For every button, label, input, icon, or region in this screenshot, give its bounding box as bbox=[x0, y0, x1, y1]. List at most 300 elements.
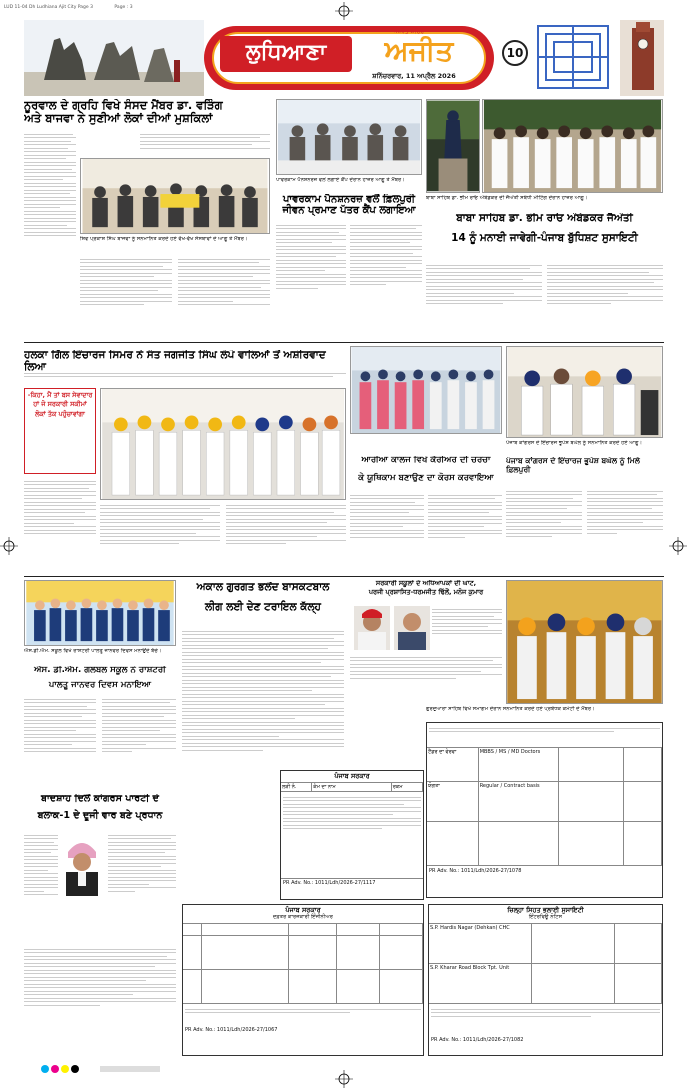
text-line bbox=[178, 287, 261, 288]
text-line bbox=[24, 994, 133, 995]
text-line bbox=[226, 515, 346, 516]
text-line bbox=[24, 966, 155, 967]
text-line bbox=[428, 533, 502, 534]
text-line bbox=[24, 204, 76, 205]
text-line bbox=[182, 683, 344, 684]
text-line bbox=[276, 242, 332, 243]
printline-right: Page : 3 bbox=[114, 5, 133, 10]
text-line bbox=[24, 859, 58, 860]
text-line bbox=[24, 751, 96, 752]
text-line bbox=[182, 718, 295, 719]
text-line bbox=[80, 273, 172, 274]
text-line bbox=[276, 263, 346, 264]
text-line bbox=[24, 225, 67, 226]
ad4-footer: PR Adv. No.: 1011/Ldh/2026-27/1082 bbox=[431, 1037, 524, 1044]
text-line bbox=[350, 495, 424, 496]
text-line bbox=[24, 980, 146, 981]
text-line bbox=[24, 744, 72, 745]
divider-middle bbox=[24, 576, 664, 577]
text-line bbox=[108, 877, 176, 878]
text-line bbox=[102, 744, 146, 745]
text-line bbox=[547, 303, 611, 304]
ad4-row2-label: S.P. Kharar Road Block Tpt. Unit bbox=[429, 964, 532, 1004]
text-line bbox=[24, 956, 167, 957]
text-line bbox=[24, 734, 96, 735]
text-line bbox=[102, 699, 176, 700]
text-line bbox=[182, 638, 334, 639]
text-line bbox=[80, 262, 172, 263]
text-line bbox=[426, 275, 542, 276]
text-line bbox=[276, 277, 346, 278]
text-line bbox=[182, 648, 328, 649]
ad2-subtitle: ਦਫ਼ਤਰ ਕਾਰਜਕਾਰੀ ਇੰਜੀਨੀਅਰ bbox=[272, 914, 334, 921]
story6-body-col1 bbox=[506, 488, 582, 572]
text-line bbox=[276, 284, 346, 285]
ad2-row bbox=[183, 970, 423, 1004]
story1-body-col2 bbox=[140, 131, 270, 159]
text-line bbox=[182, 673, 344, 674]
text-line bbox=[102, 713, 176, 714]
text-line bbox=[276, 256, 336, 257]
text-line bbox=[547, 300, 663, 301]
text-line bbox=[140, 148, 270, 149]
story3-photo-group bbox=[482, 99, 663, 193]
ad2-notice bbox=[182, 904, 424, 1056]
text-line bbox=[506, 491, 582, 492]
text-line bbox=[350, 509, 424, 510]
text-line bbox=[276, 228, 346, 229]
text-line bbox=[350, 232, 422, 233]
text-line bbox=[24, 186, 76, 187]
ad2-footer: PR Adv. No.: 1011/Ldh/2026-27/1067 bbox=[185, 1027, 278, 1034]
text-line bbox=[108, 835, 176, 836]
text-line bbox=[178, 262, 259, 263]
ad2-cell bbox=[337, 936, 380, 970]
text-line bbox=[102, 723, 176, 724]
text-line bbox=[428, 523, 502, 524]
ad4-row1-label: S.P. Hardis Nagar (Dehkan) CHC bbox=[429, 924, 532, 964]
text-line bbox=[182, 669, 344, 670]
text-line bbox=[178, 273, 270, 274]
ad4-row2-extra bbox=[615, 964, 662, 1004]
text-line bbox=[226, 533, 346, 534]
text-line bbox=[100, 529, 220, 530]
text-line bbox=[506, 526, 582, 527]
ad2-cell bbox=[183, 970, 202, 1004]
text-line bbox=[432, 630, 502, 631]
text-line bbox=[276, 253, 346, 254]
text-line bbox=[350, 502, 415, 503]
ad4-row2 bbox=[429, 964, 662, 1004]
text-line bbox=[108, 884, 149, 885]
ad2-cell bbox=[289, 970, 337, 1004]
ad3-row1-detail bbox=[559, 748, 625, 782]
story2-body-col1 bbox=[276, 222, 346, 338]
text-line bbox=[24, 235, 76, 236]
ad2-head-cell bbox=[289, 924, 337, 936]
story7-body-col1 bbox=[24, 696, 96, 792]
text-line bbox=[24, 211, 76, 212]
text-line bbox=[24, 737, 96, 738]
text-line bbox=[24, 481, 96, 482]
ad1-col3: ਰਕਮ bbox=[392, 783, 423, 792]
masthead-date: ਸ਼ਨਿੱਚਰਵਾਰ, 11 ਅਪ੍ਰੈਲ 2026 bbox=[372, 72, 456, 80]
text-line bbox=[432, 616, 494, 617]
text-line bbox=[80, 269, 172, 270]
story7-headline-line1: ਐਸ. ਡੀ.ਐਮ. ਗਲੋਬਲ ਸਕੂਲ ਨੇ ਰਾਸ਼ਟਰੀ bbox=[34, 666, 166, 675]
text-line bbox=[432, 623, 502, 624]
text-line bbox=[428, 512, 489, 513]
text-line bbox=[24, 523, 74, 524]
text-line bbox=[24, 526, 96, 527]
text-line bbox=[182, 736, 279, 737]
text-line bbox=[108, 863, 176, 864]
text-line bbox=[24, 176, 76, 177]
text-line bbox=[24, 970, 176, 971]
text-line bbox=[547, 272, 649, 273]
text-line bbox=[178, 283, 270, 284]
text-line bbox=[100, 540, 220, 541]
text-line bbox=[276, 239, 346, 240]
text-line bbox=[283, 828, 382, 829]
story8-headline-line2: ਲੀਗ ਲਈ ਦੇਣ ਟਰਾਇਲ ਕੱਲ੍ਹ bbox=[205, 600, 321, 613]
text-line bbox=[587, 529, 663, 530]
text-line bbox=[506, 515, 582, 516]
text-line bbox=[587, 501, 663, 502]
text-line bbox=[283, 800, 421, 801]
ad2-head-cell bbox=[183, 924, 202, 936]
text-line bbox=[24, 741, 96, 742]
text-line bbox=[350, 526, 403, 527]
story7-photo bbox=[24, 580, 176, 646]
text-line bbox=[100, 508, 210, 509]
text-line bbox=[350, 523, 424, 524]
text-line bbox=[24, 519, 96, 520]
text-line bbox=[80, 304, 144, 305]
text-line bbox=[24, 134, 73, 135]
text-line bbox=[100, 543, 179, 544]
text-line bbox=[24, 484, 96, 485]
text-line bbox=[431, 1016, 591, 1017]
text-line bbox=[24, 533, 96, 534]
text-line bbox=[24, 1001, 176, 1002]
text-line bbox=[182, 680, 344, 681]
text-line bbox=[428, 505, 502, 506]
text-line bbox=[182, 711, 344, 712]
text-line bbox=[178, 269, 270, 270]
text-line bbox=[24, 873, 58, 874]
text-line bbox=[24, 977, 176, 978]
ad2-head-cell bbox=[202, 924, 288, 936]
story4-body-col2 bbox=[100, 502, 220, 572]
text-line bbox=[108, 870, 176, 871]
text-line bbox=[182, 652, 344, 653]
text-line bbox=[283, 825, 421, 826]
story5-body-col2 bbox=[428, 492, 502, 572]
text-line bbox=[426, 300, 542, 301]
ad3-footer: PR Adv. No.: 1011/Ldh/2026-27/1078 bbox=[429, 868, 522, 874]
text-line bbox=[276, 232, 339, 233]
text-line bbox=[24, 842, 54, 843]
text-line bbox=[24, 158, 66, 159]
masthead-tagline: ਅਜੀਤ ਸ਼ਹਿਰ bbox=[394, 28, 424, 35]
ad3-row2-label: ਯੋਗਤਾ bbox=[427, 782, 479, 822]
story1-body-col4 bbox=[178, 256, 270, 338]
text-line bbox=[24, 949, 176, 950]
text-line bbox=[350, 281, 422, 282]
text-line bbox=[587, 522, 643, 523]
text-line bbox=[24, 952, 176, 953]
text-line bbox=[24, 141, 71, 142]
ad1-body bbox=[281, 792, 423, 878]
text-line bbox=[178, 294, 270, 295]
text-line bbox=[226, 543, 286, 544]
text-line bbox=[102, 751, 132, 752]
divider-top bbox=[24, 342, 664, 343]
text-line bbox=[426, 286, 542, 287]
text-line bbox=[350, 505, 424, 506]
text-line bbox=[350, 228, 416, 229]
page-number: 10 bbox=[506, 46, 524, 60]
ad1-notice bbox=[280, 770, 424, 900]
ad3-row3-detail bbox=[559, 822, 625, 866]
text-line bbox=[100, 512, 220, 513]
text-line bbox=[350, 267, 406, 268]
text-line bbox=[276, 274, 346, 275]
text-line bbox=[587, 512, 663, 513]
ad2-notes bbox=[183, 1004, 423, 1026]
text-line bbox=[182, 746, 344, 747]
text-line bbox=[276, 235, 346, 236]
text-line bbox=[350, 512, 409, 513]
text-line bbox=[24, 856, 58, 857]
text-line bbox=[283, 814, 393, 815]
text-line bbox=[24, 165, 76, 166]
text-line bbox=[226, 522, 327, 523]
text-line bbox=[178, 290, 270, 291]
text-line bbox=[24, 530, 96, 531]
text-line bbox=[182, 704, 325, 705]
story1-photo-caption: ਸ਼ਿਵ ਪ੍ਰਕਾਸ਼ ਸਿੰਘ ਬਾਜਵਾ ਨੂੰ ਸਨਮਾਨਿਤ ਕਰਦੇ ਹੋਏ ਵੱਖ-ਵੱਖ ਸੰਸਥਾਵਾਂ ਦੇ ਆਗੂ ਤੇ ਮੈਂਬਰ। bbox=[80, 236, 248, 242]
ad2-cell bbox=[202, 970, 288, 1004]
text-line bbox=[182, 722, 344, 723]
ad3-intro bbox=[427, 723, 662, 747]
text-line bbox=[24, 845, 58, 846]
text-line bbox=[24, 200, 76, 201]
text-line bbox=[547, 268, 663, 269]
story9-portrait-1 bbox=[354, 606, 390, 650]
text-line bbox=[428, 519, 502, 520]
text-line bbox=[80, 276, 154, 277]
text-line bbox=[350, 678, 456, 679]
ad1-table-head bbox=[281, 782, 423, 792]
text-line bbox=[24, 706, 87, 707]
ad3-row3-label bbox=[427, 822, 479, 866]
text-line bbox=[80, 290, 158, 291]
text-line bbox=[182, 732, 344, 733]
story4-photo bbox=[100, 388, 346, 500]
text-line bbox=[182, 662, 321, 663]
ad4-notes bbox=[429, 1004, 662, 1036]
ad2-head-cell bbox=[380, 924, 423, 936]
text-line bbox=[283, 821, 421, 822]
text-line bbox=[178, 297, 270, 298]
text-line bbox=[108, 852, 165, 853]
text-line bbox=[350, 253, 413, 254]
text-line bbox=[80, 266, 163, 267]
text-line bbox=[283, 811, 421, 812]
text-line bbox=[587, 526, 663, 527]
text-line bbox=[108, 842, 176, 843]
text-line bbox=[276, 246, 346, 247]
text-line bbox=[24, 887, 58, 888]
text-line bbox=[350, 260, 422, 261]
text-line bbox=[24, 144, 76, 145]
story7-headline bbox=[24, 666, 176, 690]
text-line bbox=[506, 501, 582, 502]
text-line bbox=[182, 694, 344, 695]
masthead bbox=[24, 20, 664, 96]
text-line bbox=[24, 835, 58, 836]
text-line bbox=[80, 283, 172, 284]
story6-body-col2 bbox=[587, 488, 663, 572]
text-line bbox=[506, 508, 567, 509]
text-line bbox=[102, 727, 176, 728]
text-line bbox=[24, 727, 96, 728]
text-line bbox=[431, 1012, 660, 1013]
story5-headline bbox=[350, 456, 502, 483]
page-number-badge bbox=[502, 40, 528, 66]
text-line bbox=[350, 242, 410, 243]
story1-headline bbox=[24, 99, 272, 125]
story2-photo-caption: ਪਾਵਰਕਾਮ ਪੈਨਸ਼ਨਰਜ਼ ਵਲੋਂ ਲਗਾਏ ਕੈਂਪ ਦੌਰਾਨ ਹਾਜ਼ਰ ਆਗੂ ਤੇ ਮੈਂਬਰ। bbox=[276, 177, 405, 183]
text-line bbox=[108, 859, 176, 860]
text-line bbox=[24, 866, 58, 867]
text-line bbox=[428, 509, 502, 510]
ad1-col1: ਲੜੀ ਨੰ. bbox=[281, 783, 312, 792]
text-line bbox=[350, 263, 422, 264]
text-line bbox=[429, 731, 614, 732]
text-line bbox=[24, 849, 58, 850]
text-line bbox=[108, 849, 176, 850]
masthead-statue-image bbox=[24, 20, 204, 96]
ad3-notice bbox=[426, 722, 663, 898]
ad2-head-cell bbox=[337, 924, 380, 936]
ad3-row1-extra bbox=[624, 748, 662, 782]
text-line bbox=[182, 729, 344, 730]
text-line bbox=[24, 998, 176, 999]
text-line bbox=[24, 973, 176, 974]
text-line bbox=[24, 214, 76, 215]
text-line bbox=[506, 519, 582, 520]
text-line bbox=[350, 235, 422, 236]
ad2-cell bbox=[202, 936, 288, 970]
text-line bbox=[24, 498, 82, 499]
text-line bbox=[24, 373, 346, 374]
text-line bbox=[80, 294, 172, 295]
text-line bbox=[24, 880, 58, 881]
text-line bbox=[547, 279, 663, 280]
text-line bbox=[428, 495, 502, 496]
text-line bbox=[182, 715, 344, 716]
text-line bbox=[24, 488, 89, 489]
text-line bbox=[506, 512, 582, 513]
text-line bbox=[102, 720, 176, 721]
story9-portrait-2 bbox=[394, 606, 430, 650]
text-line bbox=[100, 526, 220, 527]
story1-headline-line1: ਨੂਰਵਾਲ ਦੇ ਗ੍ਰਹਿ ਵਿਖੇ ਸੰਸਦ ਮੈਂਬਰ ਡਾ. ਵੜਿੰਗ bbox=[24, 99, 223, 112]
text-line bbox=[24, 190, 76, 191]
text-line bbox=[24, 702, 96, 703]
story3-body-col1 bbox=[426, 262, 542, 340]
story4-pullquote-box bbox=[24, 388, 96, 474]
text-line bbox=[182, 641, 344, 642]
story3-photo-statue bbox=[426, 99, 480, 193]
text-line bbox=[182, 676, 331, 677]
ad3-row2-detail bbox=[559, 782, 625, 822]
text-line bbox=[547, 282, 654, 283]
ad2-cell bbox=[183, 936, 202, 970]
text-line bbox=[178, 280, 270, 281]
ad2-cell bbox=[337, 970, 380, 1004]
text-line bbox=[506, 536, 552, 537]
text-line bbox=[428, 516, 502, 517]
ad2-table-head bbox=[183, 923, 423, 936]
text-line bbox=[226, 505, 346, 506]
text-line bbox=[24, 884, 58, 885]
masthead-paper: ਅਜੀਤ bbox=[384, 34, 454, 67]
crop-mark-bottom bbox=[335, 1070, 353, 1088]
text-line bbox=[276, 249, 346, 250]
story2-body-col2 bbox=[350, 222, 422, 338]
ad2-cell bbox=[380, 970, 423, 1004]
text-line bbox=[182, 655, 344, 656]
text-line bbox=[24, 169, 72, 170]
text-line bbox=[24, 984, 176, 985]
text-line bbox=[24, 376, 333, 377]
text-line bbox=[100, 533, 196, 534]
text-line bbox=[102, 737, 176, 738]
text-line bbox=[226, 512, 334, 513]
text-line bbox=[102, 702, 170, 703]
ad2-title: ਪੰਜਾਬ ਸਰਕਾਰ bbox=[285, 906, 321, 914]
text-line bbox=[506, 505, 582, 506]
text-line bbox=[140, 134, 270, 135]
crop-mark-left bbox=[0, 537, 18, 555]
text-line bbox=[24, 852, 51, 853]
masthead-city-block bbox=[220, 36, 352, 72]
text-line bbox=[24, 991, 176, 992]
text-line bbox=[426, 282, 542, 283]
story10-photo bbox=[506, 580, 663, 704]
ad4-row1-value bbox=[532, 924, 616, 964]
text-line bbox=[24, 987, 176, 988]
text-line bbox=[140, 137, 260, 138]
text-line bbox=[24, 516, 96, 517]
printline-left: LUD 11-04 Dh Ludhiana Ajit City Page 3 bbox=[4, 5, 93, 10]
text-line bbox=[547, 265, 663, 266]
text-line bbox=[24, 870, 48, 871]
text-line bbox=[350, 537, 424, 538]
text-line bbox=[140, 144, 252, 145]
text-line bbox=[24, 838, 58, 839]
story2-headline-line1: ਪਾਵਰਕਾਮ ਪੈਨਸ਼ਨਰਜ਼ ਵਲੋਂ ਫ਼ਿਲਪੁਰੀ bbox=[282, 194, 416, 205]
story6-headline: ਪੰਜਾਬ ਕਾਂਗਰਸ ਦੇ ਇੰਚਾਰਜ ਭੂਪੇਸ਼ ਬਘੇਲ ਨੂੰ ਮਿਲੇ ਫ਼ਿਲਪੁਰੀ bbox=[506, 457, 640, 474]
story5-headline-line2: ਕੇ ਯੂਥਿਕਾਮ ਬਣਾਉਣ ਦਾ ਕੋਰਸ ਕਰਵਾਇਆ bbox=[358, 472, 494, 483]
text-line bbox=[547, 275, 663, 276]
text-line bbox=[24, 959, 176, 960]
story11-body-col2 bbox=[108, 832, 176, 942]
